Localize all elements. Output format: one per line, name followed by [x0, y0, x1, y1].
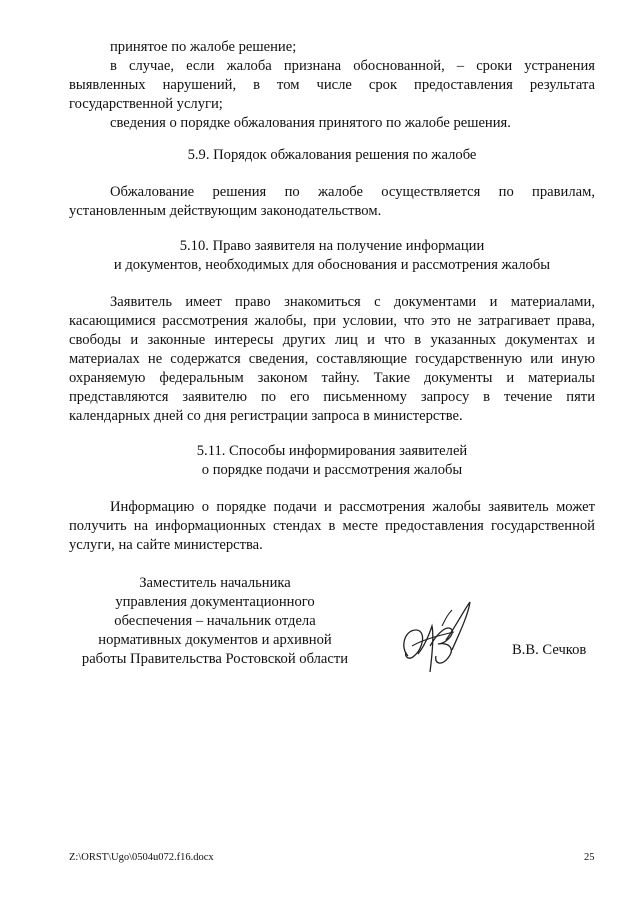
signatory-title-line2: управления документационного	[115, 594, 315, 610]
section-heading-5-11-line2: о порядке подачи и рассмотрения жалобы	[201, 462, 463, 478]
signatory-title-line5: работы Правительства Ростовской области	[81, 651, 349, 667]
signatory-title-line3: обеспечения – начальник отдела	[114, 613, 316, 629]
section-heading-5-11	[69, 442, 595, 480]
paragraph-5-10: Заявитель имеет право знакомиться с документами и материалами, касающимися рассмотрения жалобы, при условии, что это не затрагивает права, свободы и законные интересы других лиц и что в указанных документах и материалах не содержатся сведения, составляющие государственную или иную охраняемую федеральным законом тайну. Такие документы и материалы представляются заявителю по его письменному запросу в течение пяти календарных дней со дня регистрации запроса в министерстве.	[69, 294, 595, 424]
handwritten-signature	[396, 596, 486, 680]
signer-name: В.В. Сечков	[512, 642, 587, 658]
paragraph-5-11: Информацию о порядке подачи и рассмотрения жалобы заявитель может получить на информационных стендах в месте предоставления государственной услуги, на сайте министерства.	[69, 499, 595, 553]
document-body	[69, 38, 595, 555]
footer-file-path: Z:\ORST\Ugo\0504u072.f16.docx	[69, 852, 214, 863]
signatory-title-line4: нормативных документов и архивной	[98, 632, 332, 648]
signatory-title-line1: Заместитель начальника	[139, 575, 291, 591]
paragraph-decision: принятое по жалобе решение;	[110, 39, 297, 55]
section-heading-5-10-line1: 5.10. Право заявителя на получение информации	[179, 238, 485, 254]
paragraph-5-9: Обжалование решения по жалобе осуществляется по правилам, установленным действующим законодательством.	[69, 184, 595, 219]
section-heading-5-11-line1: 5.11. Способы информирования заявителей	[196, 443, 468, 459]
section-heading-5-10-line2: и документов, необходимых для обоснования и рассмотрения жалобы	[113, 257, 551, 273]
signatory-title	[70, 574, 360, 669]
section-heading-5-9: 5.9. Порядок обжалования решения по жалобе	[187, 147, 477, 163]
section-heading-5-10	[69, 237, 595, 275]
paragraph-appeal-info: сведения о порядке обжалования принятого по жалобе решения.	[110, 115, 511, 131]
page-number: 25	[584, 852, 595, 863]
paragraph-deadlines: в случае, если жалоба признана обоснованной, – сроки устранения выявленных нарушений, в том числе срок предоставления результата государственной услуги;	[69, 58, 595, 112]
